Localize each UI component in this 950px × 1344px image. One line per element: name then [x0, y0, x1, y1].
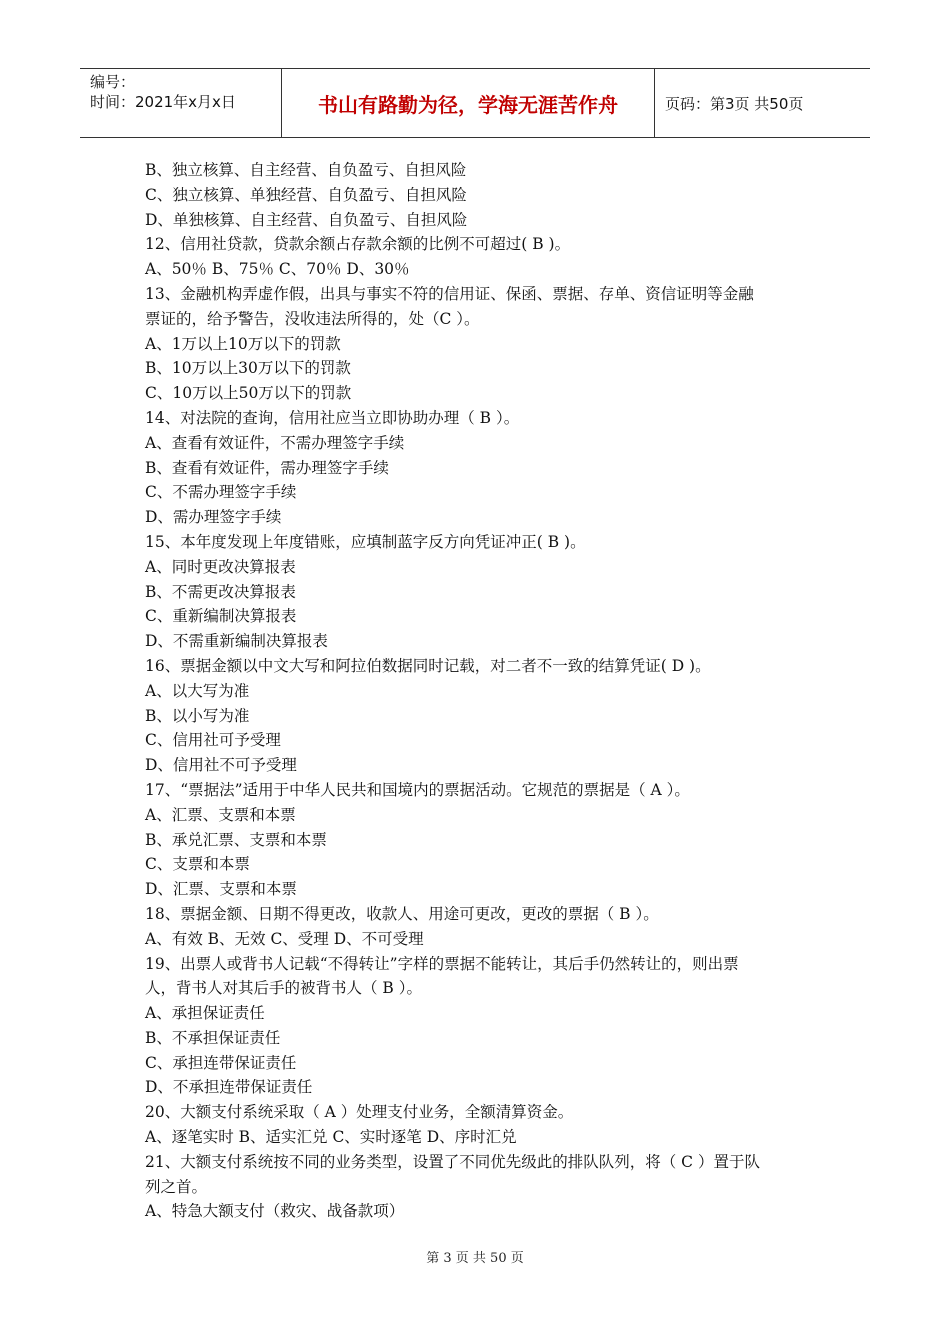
text-line: B、10万以上30万以下的罚款 — [145, 359, 351, 378]
text-line: B、以小写为准 — [145, 706, 250, 725]
header-page-info: 页码：第3页 共50页 — [665, 94, 804, 113]
text-line: D、不需重新编制决算报表 — [145, 632, 328, 651]
page-header — [80, 68, 870, 138]
text-line: D、汇票、支票和本票 — [145, 880, 297, 899]
text-line: A、50％ B、75％ C、70％ D、30％ — [145, 260, 410, 279]
time-label: 时间：2021年x月x日 — [90, 93, 236, 111]
text-line: A、1万以上10万以下的罚款 — [145, 334, 341, 353]
text-line: B、独立核算、自主经营、自负盈亏、自担风险 — [145, 161, 467, 179]
text-line: C、10万以上50万以下的罚款 — [145, 384, 352, 403]
text-line: 20、大额支付系统采取（ A ）处理支付业务，全额清算资金。 — [145, 1103, 574, 1122]
text-line: B、承兑汇票、支票和本票 — [145, 830, 327, 849]
text-line: C、支票和本票 — [145, 855, 250, 874]
text-line: 12、信用社贷款，贷款余额占存款余额的比例不可超过( B )。 — [145, 235, 571, 254]
text-line: C、承担连带保证责任 — [145, 1053, 297, 1072]
text-line: A、逐笔实时 B、适实汇兑 C、实时逐笔 D、序时汇兑 — [145, 1128, 517, 1147]
text-line: C、信用社可予受理 — [145, 731, 281, 750]
text-line: A、承担保证责任 — [145, 1004, 265, 1023]
text-line: A、特急大额支付（救灾、战备款项） — [145, 1202, 405, 1221]
text-line: 14、对法院的查询，信用社应当立即协助办理（ B ）。 — [145, 408, 520, 427]
number-label: 编号： — [90, 73, 136, 91]
text-line: D、需办理签字手续 — [145, 508, 282, 527]
text-line: 票证的，给予警告，没收违法所得的，处（C ）。 — [145, 309, 480, 328]
text-line: B、不需更改决算报表 — [145, 582, 296, 601]
text-line: D、信用社不可予受理 — [145, 756, 297, 775]
text-line: 15、本年度发现上年度错账，应填制蓝字反方向凭证冲正( B )。 — [145, 532, 586, 551]
text-line: 19、出票人或背书人记载“不得转让”字样的票据不能转让，其后手仍然转让的，则出票 — [145, 954, 739, 973]
text-line: A、以大写为准 — [145, 681, 250, 700]
text-line: 18、票据金额、日期不得更改，收款人、用途可更改，更改的票据（ B ）。 — [145, 904, 659, 923]
text-line: A、同时更改决算报表 — [145, 557, 296, 576]
text-line: 人，背书人对其后手的被背书人（ B ）。 — [145, 979, 422, 998]
text-line: 列之首。 — [145, 1177, 208, 1196]
text-line: 16、票据金额以中文大写和阿拉伯数据同时记载，对二者不一致的结算凭证( D )。 — [145, 656, 711, 675]
text-line: A、有效 B、无效 C、受理 D、不可受理 — [145, 929, 424, 948]
header-motto: 书山有路勤为径，学海无涯苦作舟 — [282, 69, 655, 137]
text-line: C、重新编制决算报表 — [145, 607, 297, 626]
text-line: 17、“票据法”适用于中华人民共和国境内的票据活动。它规范的票据是（ A ）。 — [145, 780, 690, 799]
text-line: C、不需办理签字手续 — [145, 483, 297, 502]
header-meta — [80, 69, 282, 137]
page-footer: 第 3 页 共 50 页 — [426, 1251, 524, 1266]
text-line: A、查看有效证件，不需办理签字手续 — [145, 433, 405, 452]
text-line: D、单独核算、自主经营、自负盈亏、自担风险 — [145, 210, 468, 229]
text-line: C、独立核算、单独经营、自负盈亏、自担风险 — [145, 185, 467, 204]
text-line: B、不承担保证责任 — [145, 1028, 281, 1047]
text-line: B、查看有效证件，需办理签字手续 — [145, 458, 389, 477]
text-line: D、不承担连带保证责任 — [145, 1078, 313, 1097]
text-line: A、汇票、支票和本票 — [145, 805, 296, 824]
document-body — [145, 158, 815, 1224]
text-line: 13、金融机构弄虚作假，出具与事实不符的信用证、保函、票据、存单、资信证明等金融 — [145, 284, 754, 303]
text-line: 21、大额支付系统按不同的业务类型，设置了不同优先级此的排队队列，将（ C ）置于队 — [145, 1152, 760, 1171]
